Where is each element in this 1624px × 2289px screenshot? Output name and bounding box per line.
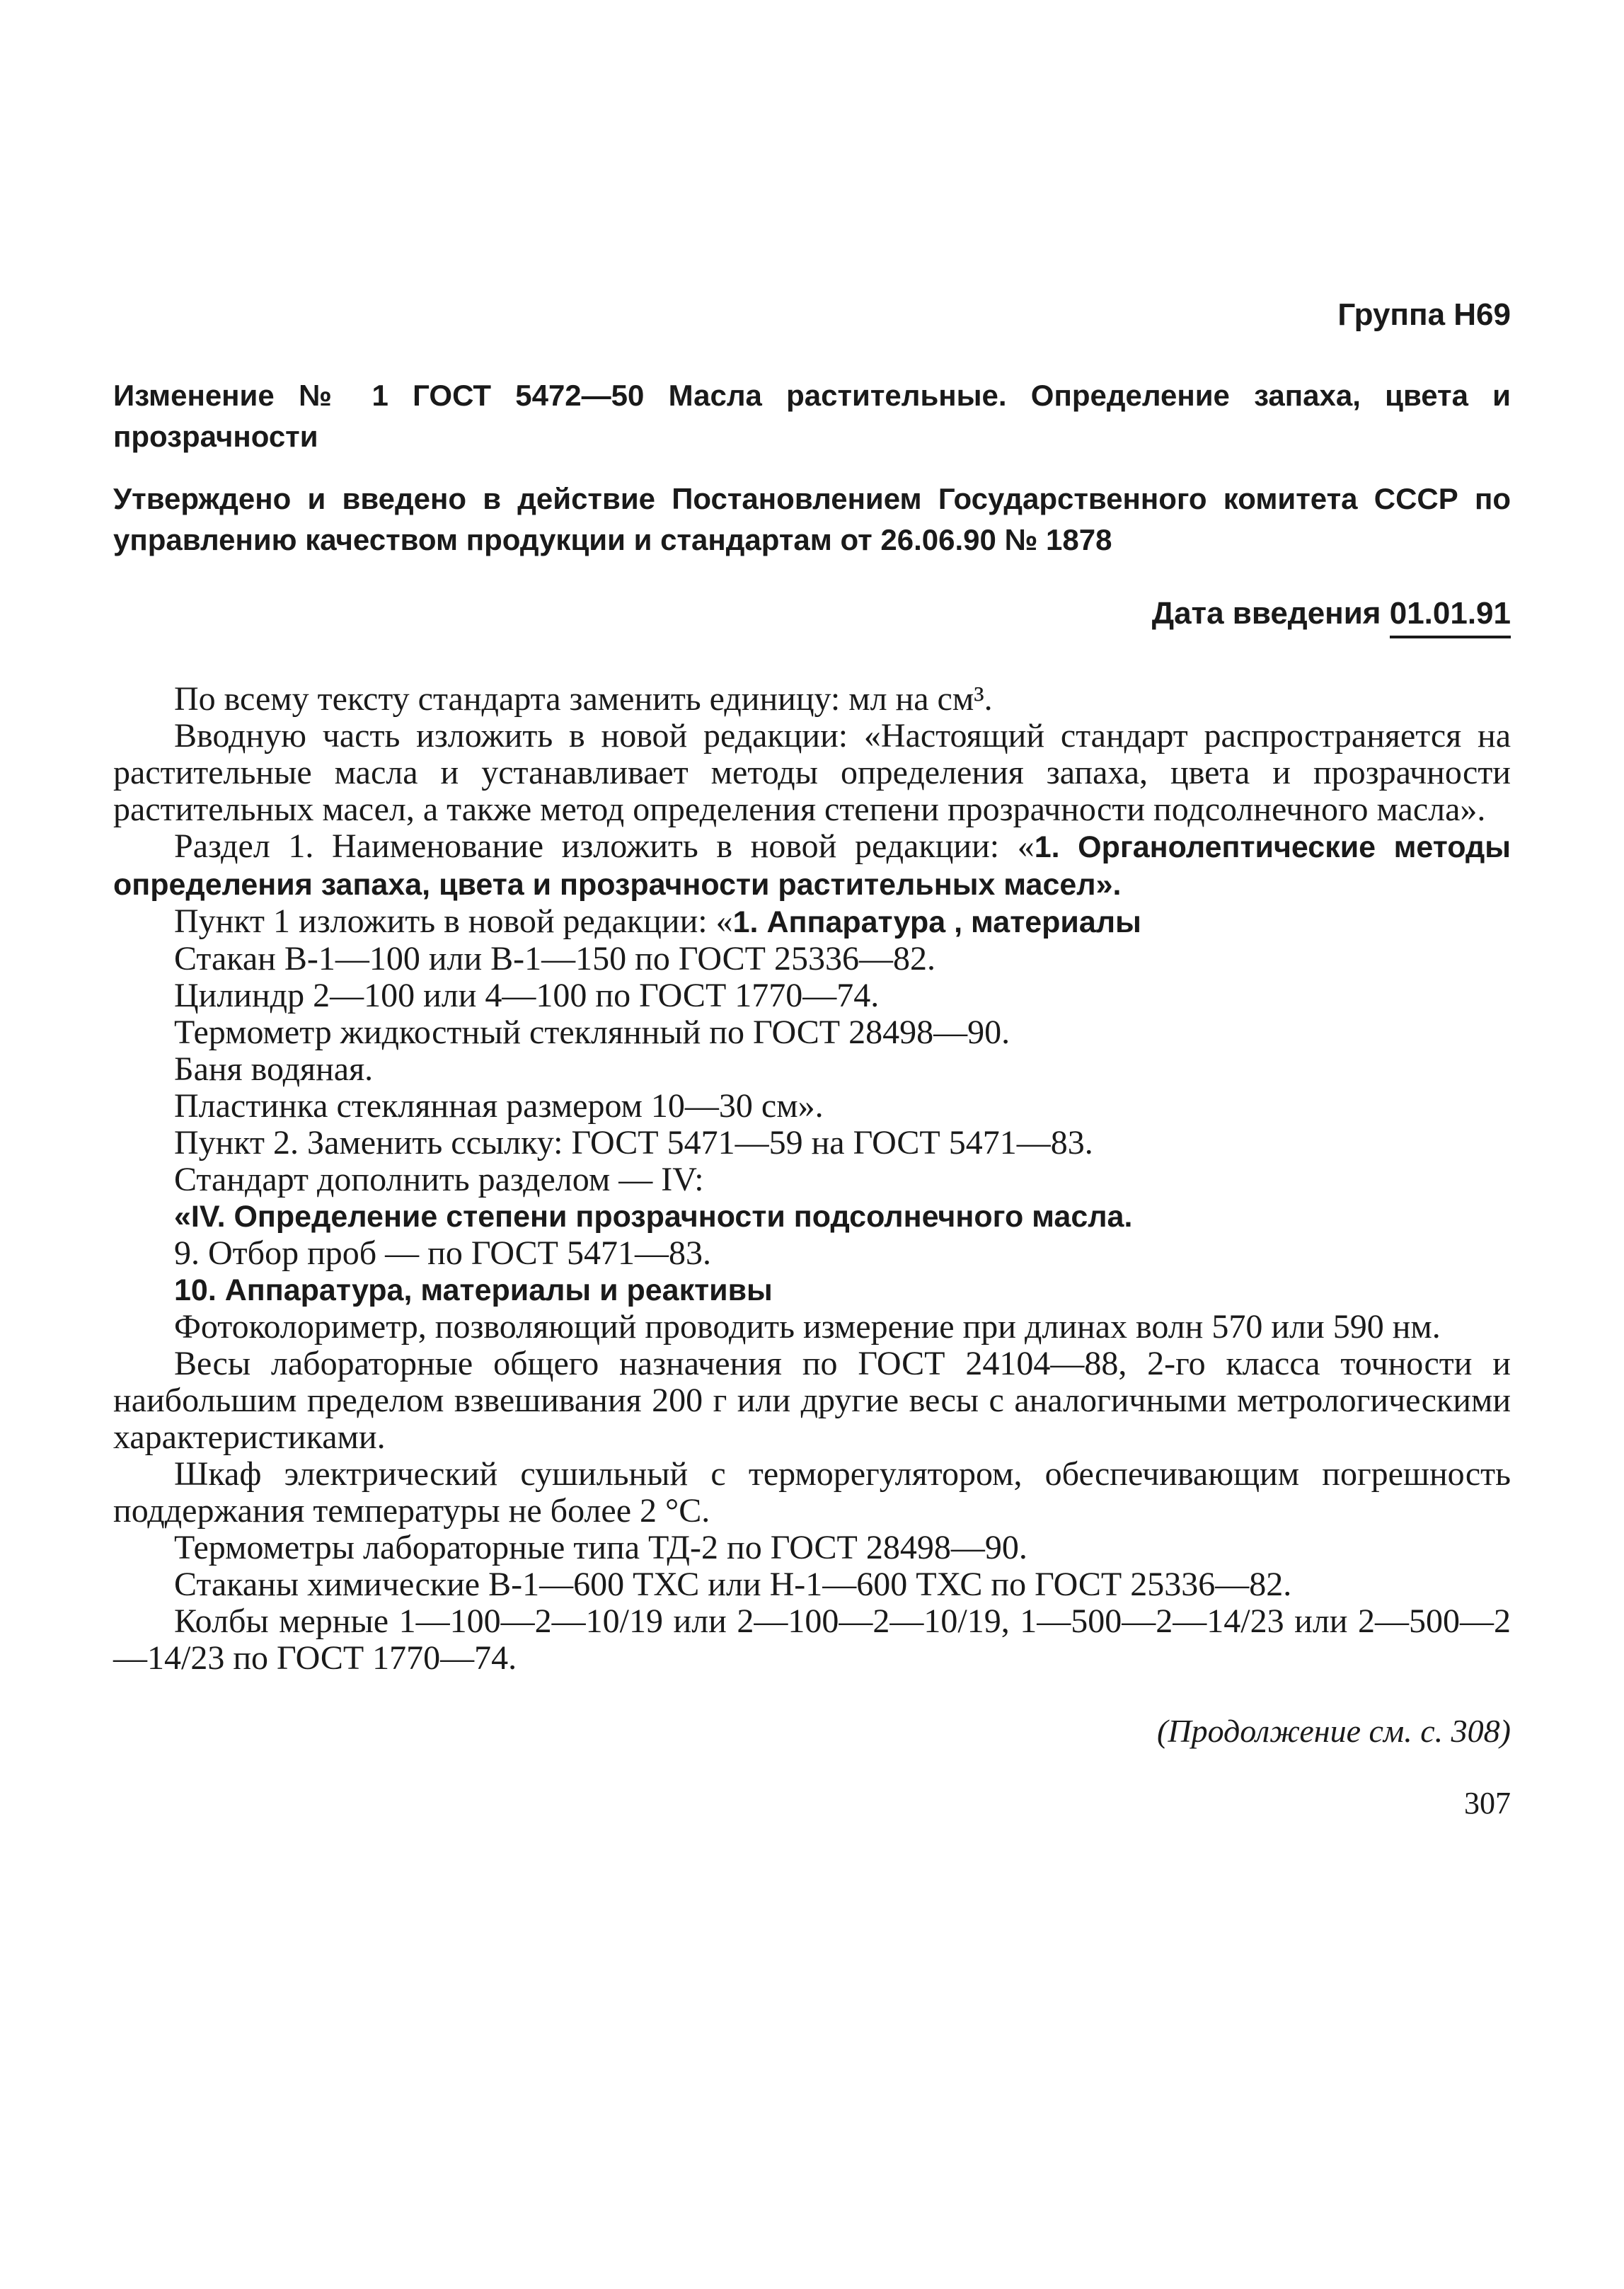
paragraph-oven: Шкаф электрический сушильный с терморегулятором, обеспечивающим погрешность поддержания температуры не более 2 °С. — [113, 1455, 1511, 1530]
amendment-body — [113, 681, 1511, 1677]
paragraph-section-1 — [113, 828, 1511, 903]
paragraph-sampling: 9. Отбор проб — по ГОСТ 5471—83. — [174, 1234, 711, 1272]
section-10-heading: 10. Аппаратура, материалы и реактивы — [174, 1273, 773, 1307]
paragraph-cylinder: Цилиндр 2—100 или 4—100 по ГОСТ 1770—74. — [174, 977, 880, 1014]
paragraph-intro: Вводную часть изложить в новой редакции: «Настоящий стандарт распространяется на растительные масла и устанавливает методы определения запаха, цвета и прозрачности растительных масел, а также метод определения степени прозрачности подсолнечного масла». — [113, 717, 1511, 828]
paragraph-thermometer: Термометр жидкостный стеклянный по ГОСТ 28498—90. — [174, 1014, 1010, 1051]
item-1-heading: 1. Аппаратура , материалы — [732, 905, 1141, 939]
date-value: 01.01.91 — [1390, 596, 1511, 638]
paragraph-scales: Весы лабораторные общего назначения по ГОСТ 24104—88, 2-го класса точности и наибольшим пределом взвешивания 200 г или другие весы с аналогичными метрологическими характеристиками. — [113, 1345, 1511, 1456]
paragraph-item-1 — [113, 903, 1511, 941]
item-1-text: Пункт 1 изложить в новой редакции: « — [174, 902, 733, 940]
group-code: Группа Н69 — [1337, 297, 1511, 332]
paragraph-photocolorimeter: Фотоколориметр, позволяющий проводить измерение при длинах волн 570 или 590 нм. — [174, 1308, 1441, 1346]
paragraph-glass-plate: Пластинка стеклянная размером 10—30 см». — [174, 1087, 824, 1125]
introduction-date — [113, 596, 1511, 638]
paragraph-flasks: Колбы мерные 1—100—2—10/19 или 2—100—2—10/19, 1—500—2—14/23 или 2—500—2—14/23 по ГОСТ 1770—74. — [113, 1602, 1511, 1677]
paragraph-water-bath: Баня водяная. — [174, 1050, 374, 1088]
document-page — [113, 297, 1511, 1821]
date-label: Дата введения — [1151, 596, 1381, 631]
paragraph-beakers: Стаканы химические В-1—600 ТХС или Н-1—600 ТХС по ГОСТ 25336—82. — [174, 1566, 1292, 1603]
paragraph-item-2: Пункт 2. Заменить ссылку: ГОСТ 5471—59 на ГОСТ 5471—83. — [174, 1124, 1093, 1161]
amendment-title: Изменение № 1 ГОСТ 5472—50 Масла растительные. Определение запаха, цвета и прозрачности — [113, 379, 1511, 453]
paragraph-units: По всему тексту стандарта заменить единицу: мл на см³. — [174, 680, 993, 718]
section-1-text: Раздел 1. Наименование изложить в новой редакции: « — [174, 827, 1035, 865]
section-4-heading: «IV. Определение степени прозрачности подсолнечного масла. — [174, 1200, 1133, 1234]
page-number: 307 — [1464, 1786, 1511, 1820]
paragraph-lab-thermometers: Термометры лабораторные типа ТД-2 по ГОСТ 28498—90. — [174, 1529, 1027, 1566]
paragraph-beaker: Стакан В-1—100 или В-1—150 по ГОСТ 25336—82. — [174, 940, 935, 977]
continuation-note: (Продолжение см. с. 308) — [1157, 1713, 1511, 1749]
section-1-new-title: 1. Органолептические методы определения запаха, цвета и прозрачности растительных масел». — [113, 830, 1511, 902]
paragraph-add-section: Стандарт дополнить разделом — IV: — [174, 1161, 704, 1198]
approval-statement: Утверждено и введено в действие Постановлением Государственного комитета СССР по управлению качеством продукции и стандартам от 26.06.90 № 1878 — [113, 482, 1511, 556]
